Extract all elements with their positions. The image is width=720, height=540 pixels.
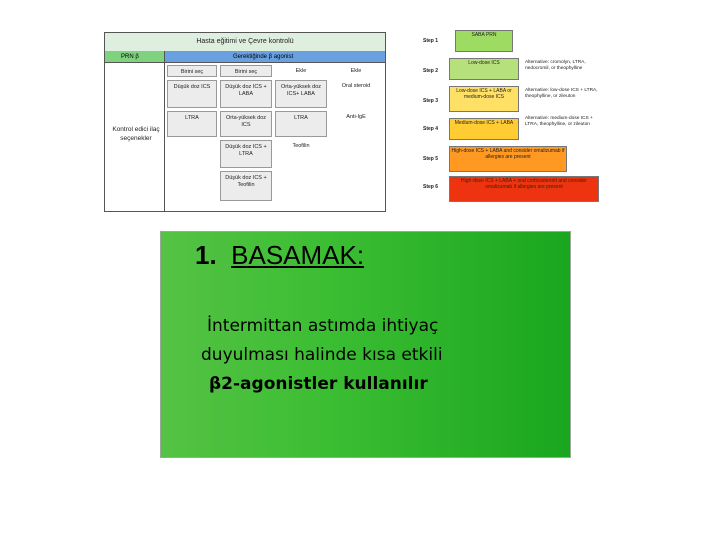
step-box: Low-dose ICS (449, 58, 519, 80)
controller-options-label: Kontrol edici ilaç seçenekler (112, 126, 160, 142)
alternative-note: Alternative: medium-dose ICS + LTRA, theophylline, or zileuton (525, 116, 593, 127)
table-cell: Düşük doz ICS (167, 80, 217, 108)
table-cell: Düşük doz ICS + LTRA (220, 140, 272, 168)
body-line: İntermittan astımda ihtiyaç (207, 316, 439, 336)
header-cell: Birini seç (167, 65, 217, 77)
table-cell: Orta-yüksek doz ICS (220, 111, 272, 137)
step-label: Step 4 (423, 126, 439, 132)
heading-word: BASAMAK: (231, 240, 365, 270)
step-box: SABA PRN (455, 30, 513, 52)
alternative-note: Alternative: cromolyn, LTRA, nedocromil, or theophylline (525, 60, 586, 71)
step-box: High-dose ICS + LABA + oral corticosteroid and consider omalizumab if allergies are present (449, 176, 599, 202)
step-label: Step 6 (423, 184, 439, 190)
header-cell: Ekle (330, 65, 382, 77)
step-diagram (415, 20, 605, 210)
prn-right-cell: Gerektiğinde β agonist (165, 51, 385, 63)
table-cell: Orta-yüksek doz ICS+ LABA (275, 80, 327, 108)
step-label: Step 2 (423, 68, 439, 74)
step-label: Step 3 (423, 98, 439, 104)
step-label: Step 1 (423, 38, 439, 44)
body-line: β2-agonistler kullanılır (209, 374, 428, 394)
step-box: Medium-dose ICS + LABA (449, 118, 519, 140)
table-cell: Anti-IgE (330, 111, 382, 137)
table-title: Hasta eğitimi ve Çevre kontrolü (105, 33, 385, 52)
treatment-table (104, 32, 386, 212)
table-cell: Düşük doz ICS + LABA (220, 80, 272, 108)
step-box: Low-dose ICS + LABA or medium-dose ICS (449, 86, 519, 112)
table-cell: LTRA (275, 111, 327, 137)
table-cell: Teofilin (275, 140, 327, 168)
header-cell: Ekle (275, 65, 327, 77)
table-grid (165, 63, 385, 211)
table-cell: Oral steroid (330, 80, 382, 108)
left-column (105, 63, 165, 211)
table-cell: Düşük doz ICS + Teofilin (220, 171, 272, 201)
body-line: duyulması halinde kısa etkili (201, 345, 443, 365)
header-cell: Birini seç (220, 65, 272, 77)
table-cell: LTRA (167, 111, 217, 137)
slide-heading (195, 240, 364, 271)
slide-body (201, 312, 531, 399)
step-label: Step 5 (423, 156, 439, 162)
step1-slide (160, 231, 571, 458)
step-box: High-dose ICS + LABA and consider omalizumab if allergies are present (449, 146, 567, 172)
heading-number: 1. (195, 240, 217, 270)
prn-cell: PRN β (105, 51, 165, 63)
alternative-note: Alternative: low-dose ICS + LTRA, theophylline, or zileuton (525, 88, 598, 99)
